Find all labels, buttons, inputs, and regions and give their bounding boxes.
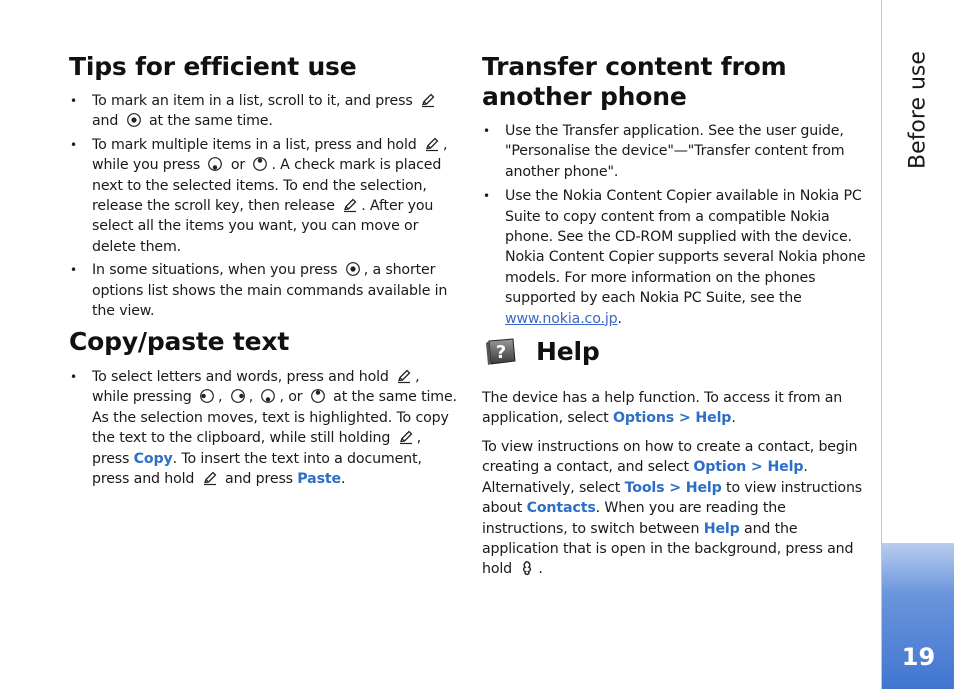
tools-help-command: Tools > Help xyxy=(624,479,722,496)
nokia-link[interactable]: www.nokia.co.jp xyxy=(505,310,618,327)
help-question-icon xyxy=(482,334,518,370)
copy-command: Copy xyxy=(133,450,173,467)
joystick-left-icon xyxy=(199,388,215,404)
section-sidebar xyxy=(881,0,954,689)
section-tab xyxy=(903,51,933,169)
joystick-down-icon xyxy=(260,388,276,404)
help-paragraph-1: The device has a help function. To access it from an application, select Options > Help. xyxy=(482,390,843,427)
tips-item-3: • In some situations, when you press , a shorter options list shows the main commands available in the view. xyxy=(69,260,459,321)
pencil-edit-key-icon xyxy=(342,197,358,213)
tips-list xyxy=(69,91,459,321)
paste-command: Paste xyxy=(297,471,341,488)
joystick-center-icon xyxy=(126,112,142,128)
pencil-edit-key-icon xyxy=(424,136,440,152)
help-header xyxy=(482,334,600,370)
tips-item-1: • To mark an item in a list, scroll to it, and press and at the same time. xyxy=(69,91,459,132)
copy-list xyxy=(69,367,459,489)
transfer-heading: Transfer content from another phone xyxy=(482,52,787,111)
copy-heading: Copy/paste text xyxy=(69,327,290,356)
section-label: Before use xyxy=(905,51,931,169)
tips-heading: Tips for efficient use xyxy=(69,52,357,81)
pencil-edit-key-icon xyxy=(398,429,414,445)
pencil-edit-key-icon xyxy=(420,92,436,108)
menu-key-icon xyxy=(519,560,535,576)
joystick-right-icon xyxy=(230,388,246,404)
transfer-item-2: • Use the Nokia Content Copier available in Nokia PC Suite to copy content from a compatible Nokia phone. See the CD-ROM supplied with the device. Nokia Content Copier supports several Nokia phone models. For more information on the phones supported by each Nokia PC Suite, see the www.nokia.co.jp. xyxy=(482,186,870,329)
options-help-command: Options > Help xyxy=(612,410,732,427)
tips-item-2: • To mark multiple items in a list, press and hold , while you press or . A check mark is placed next to the selected items. To end the selection, release the scroll key, then release . After you select all the items you want, you can move or delete them. xyxy=(69,135,459,257)
page-number: 19 xyxy=(901,643,936,671)
contacts-command: Contacts xyxy=(526,500,596,517)
copy-item-1: • To select letters and words, press and hold , while pressing , , , or at the same time. As the selection moves, text is highlighted. To copy the text to the clipboard, while still holding , press Copy. To insert the text into a document, press and hold and press Paste. xyxy=(69,367,459,489)
help-paragraph-2: To view instructions on how to create a contact, begin creating a contact, and select Option > Help. Alternatively, select Tools > Help to view instructions about Contacts. When you are reading the instructions, to switch between Help and the application that is open in the background, press and hold . xyxy=(482,439,863,578)
joystick-center-icon xyxy=(345,261,361,277)
page-number-block xyxy=(882,543,954,689)
option-help-command: Option > Help xyxy=(693,459,804,476)
joystick-up-icon xyxy=(252,156,268,172)
transfer-item-1: • Use the Transfer application. See the user guide, "Personalise the device"—"Transfer content from another phone". xyxy=(482,121,870,182)
help-heading: Help xyxy=(536,337,600,366)
transfer-list xyxy=(482,121,870,329)
svg-text:?: ? xyxy=(495,342,507,363)
joystick-up-icon xyxy=(310,388,326,404)
pencil-edit-key-icon xyxy=(396,368,412,384)
pencil-edit-key-icon xyxy=(202,470,218,486)
help-command: Help xyxy=(703,520,740,537)
joystick-down-icon xyxy=(207,156,223,172)
